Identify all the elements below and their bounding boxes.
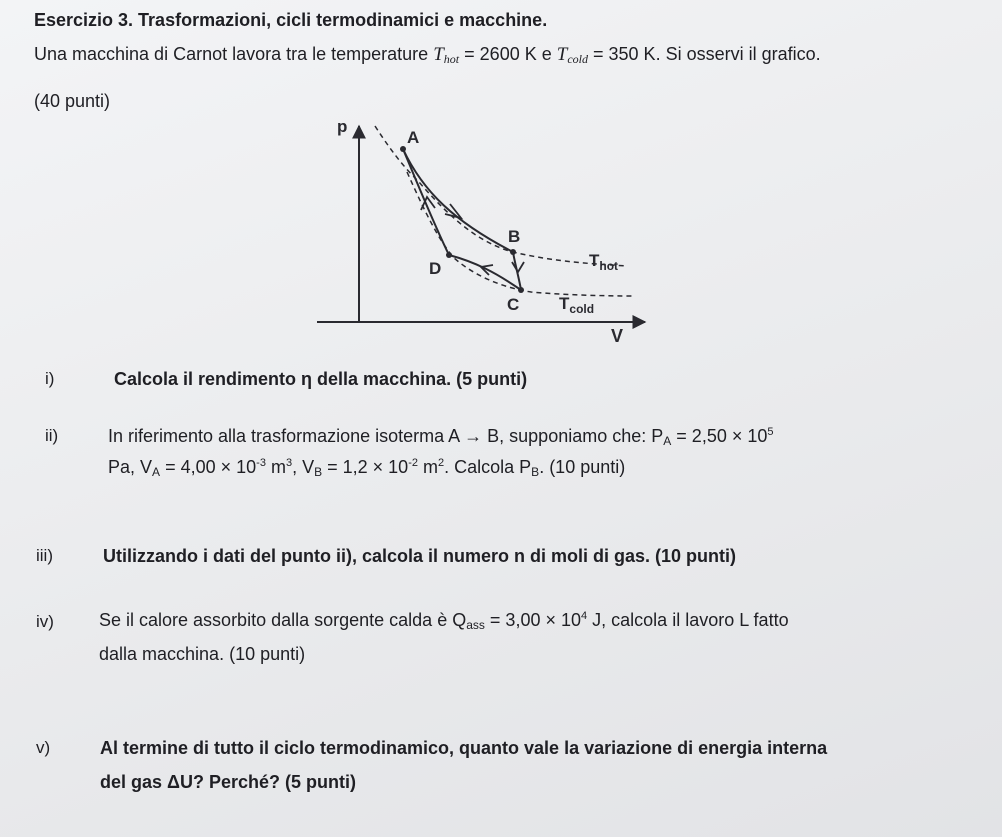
question-5-number: v) [36,738,51,757]
q2-line2-sup-c: 3 [285,457,293,469]
axis-label-v: V [611,326,624,344]
point-c-dot [518,287,524,293]
arrow-b-to-c [512,262,524,272]
process-d-to-a [403,149,449,255]
point-c-label: C [507,295,520,314]
point-d-dot [446,252,452,258]
question-3-text: Utilizzando i dati del punto ii), calcola il numero n di moli di gas. (10 punti) [103,546,737,566]
t-cold-label [559,294,594,316]
arrow-a-to-b [445,204,461,218]
exercise-title: Esercizio 3. Trasformazioni, cicli termodinamici e macchine. [34,10,548,30]
t-cold-label-sub: cold [569,302,595,316]
point-a-dot [400,146,406,152]
q2-line2-e: = 1,2 × 10 [327,457,409,477]
process-c-to-d [449,255,521,290]
question-4-line1 [99,610,789,632]
t-hot-subscript: hot [443,52,460,66]
q2-line2-sub-d: B [314,465,323,479]
q4-line1-sub: ass [466,618,485,632]
q2-line2-d: , V [292,457,315,477]
t-hot-value: = 2600 K e [464,44,552,64]
t-hot-label-sub: hot [599,259,619,273]
q2-line2-h: . (10 punti) [539,457,626,477]
question-2-line1 [108,426,774,448]
q2-line1-b: = 2,50 × 10 [676,426,768,446]
question-4-number: iv) [36,612,54,631]
q2-line2-sub-g: B [531,465,540,479]
q2-line2-sup-e: -2 [408,457,418,469]
q2-line2-sup-f: 2 [438,457,445,469]
question-3-number: iii) [36,546,53,565]
q4-line1-b: = 3,00 × 10 [489,610,582,630]
question-1-number: i) [45,369,55,388]
question-4-line2: dalla macchina. (10 punti) [99,644,306,664]
t-cold-value: = 350 K. Si osservi il grafico. [593,44,821,64]
question-5-line1: Al termine di tutto il ciclo termodinamico, quanto vale la variazione di energia interna [100,738,828,758]
exercise-intro [34,44,821,67]
point-b-label: B [508,227,521,246]
q2-line2-b: = 4,00 × 10 [165,457,257,477]
q4-line1-c: J, calcola il lavoro L fatto [592,610,789,630]
question-2-line2 [108,457,625,479]
q2-line1-sup: 5 [767,426,774,438]
t-hot-symbol: T [433,44,444,65]
t-cold-label-symbol: T [559,294,570,313]
q2-line2-f: m [423,457,438,477]
q2-line1-sub: A [663,434,672,448]
question-2-number: ii) [45,426,59,445]
q2-line2-a: Pa, V [108,457,153,477]
question-5-line2: del gas ΔU? Perché? (5 punti) [100,772,356,792]
q4-line1-sup: 4 [581,610,588,622]
exercise-points: (40 punti) [34,91,111,111]
q2-line2-sup-b: -3 [256,457,266,469]
axis-label-p: p [337,117,348,136]
point-a-label: A [407,128,420,147]
t-hot-label-symbol: T [589,251,600,270]
t-cold-symbol: T [556,44,568,65]
carnot-cycle-diagram [315,112,660,344]
point-d-label: D [429,259,442,278]
q2-line2-sub-a: A [152,465,161,479]
q2-line2-g: . Calcola P [444,457,532,477]
intro-prefix: Una macchina di Carnot lavora tra le temperature [34,44,429,64]
t-hot-label [589,251,618,273]
q4-line1-a: Se il calore assorbito dalla sorgente calda è Q [99,610,467,630]
point-b-dot [510,249,516,255]
t-cold-subscript: cold [567,52,588,66]
q2-line2-c: m [270,457,286,477]
question-1-text: Calcola il rendimento η della macchina. (5 punti) [114,369,528,389]
q2-line1-a: In riferimento alla trasformazione isoterma A → B, supponiamo che: P [108,426,664,446]
